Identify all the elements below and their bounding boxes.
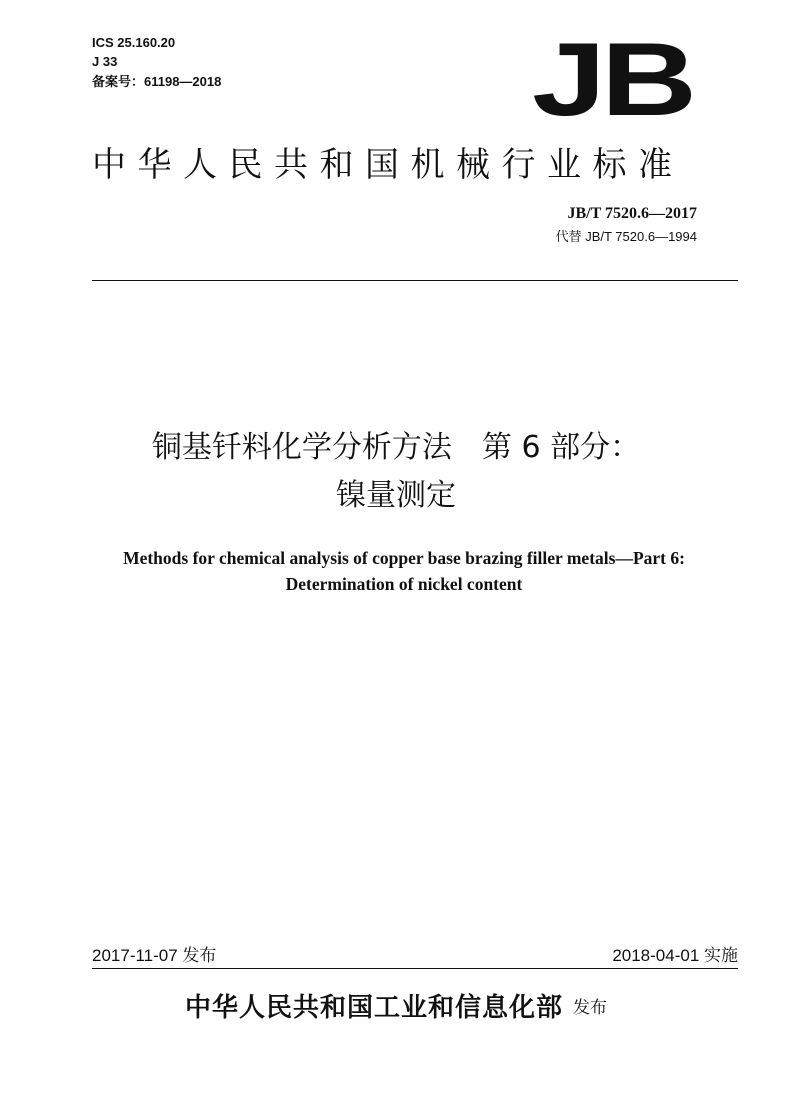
standard-number [568, 204, 698, 224]
footer-divider [92, 968, 738, 969]
record-number: 备案号：61198—2018 [92, 74, 222, 89]
ics-code: ICS 25.160.20 [92, 35, 176, 50]
issuer [0, 990, 792, 1026]
header-divider [92, 280, 738, 281]
jb-logo: JB [532, 22, 692, 138]
english-title-line-2: Determination of nickel content [285, 574, 523, 594]
issuer-name: 中华人民共和国工业和信息化部 [184, 993, 563, 1023]
replaces-standard: 代替 JB/T 7520.6—1994 [555, 229, 697, 244]
issuer-suffix: 发布 [573, 998, 607, 1018]
implementation-date: 2018-04-01 实施 [612, 946, 738, 965]
chinese-title-line-2: 镍量测定 [336, 478, 456, 513]
country-standard-title: 中华人民共和国机械行业标准 [92, 145, 684, 185]
standard-number-text: JB/T 7520.6—2017 [567, 205, 697, 222]
english-title-line-1: Methods for chemical analysis of copper base brazing filler metals—Part 6: [123, 548, 685, 568]
classification-code: J 33 [92, 54, 118, 69]
chinese-title-line-1: 铜基钎料化学分析方法 第 6 部分： [151, 430, 641, 465]
issue-date: 2017-11-07 发布 [92, 946, 217, 965]
